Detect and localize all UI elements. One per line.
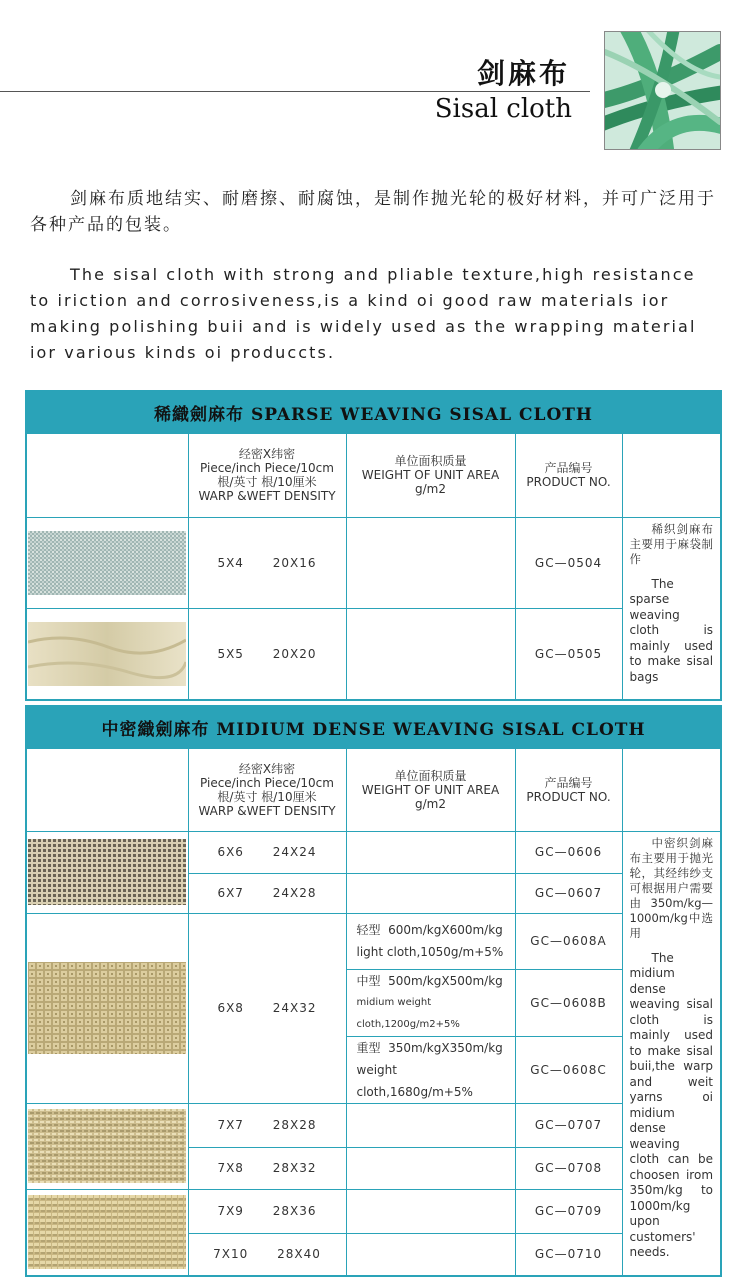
weight-value: [346, 517, 515, 609]
weight-value: [346, 831, 515, 873]
sparse-note: 稀织剑麻布主要用于麻袋制作 The sparse weaving cloth is mainly used to make sisal bags: [622, 517, 721, 700]
density-value: 5X4 20X16: [188, 517, 346, 609]
medium-weaving-table: [25, 705, 722, 1277]
product-code: GC—0708: [515, 1147, 622, 1189]
density-value: 7X9 28X36: [188, 1189, 346, 1233]
density-header: 经密X纬密 Piece/inch Piece/10cm 根/英寸 根/10厘米 WARP &WEFT DENSITY: [188, 748, 346, 831]
product-header: 产品编号 PRODUCT NO.: [515, 433, 622, 517]
fabric-swatch: [26, 1103, 188, 1189]
density-value: 7X8 28X32: [188, 1147, 346, 1189]
product-code: GC—0707: [515, 1103, 622, 1147]
intro-english: The sisal cloth with strong and pliable texture,high resistance to iriction and corrosiveness,is a kind oi good raw materials ior making polishing buii and is widely used as the wrapping material ior various kinds oi produccts.: [30, 265, 697, 362]
note-header-cell: [622, 748, 721, 831]
weight-header: 单位面积质量 WEIGHT OF UNIT AREA g/m2: [346, 433, 515, 517]
page-title-en: Sisal cloth: [434, 94, 572, 124]
weight-header: 单位面积质量 WEIGHT OF UNIT AREA g/m2: [346, 748, 515, 831]
product-code: GC—0709: [515, 1189, 622, 1233]
weight-value: [346, 1189, 515, 1233]
product-code: GC—0710: [515, 1234, 622, 1276]
fabric-swatch: [26, 1189, 188, 1275]
weight-value: [346, 1234, 515, 1276]
density-value: 5X5 20X20: [188, 609, 346, 701]
product-header: 产品编号 PRODUCT NO.: [515, 748, 622, 831]
density-value: 6X6 24X24: [188, 831, 346, 873]
sparse-table-title: 稀織劍麻布 SPARSE WEAVING SISAL CLOTH: [26, 391, 721, 433]
product-code: GC—0607: [515, 873, 622, 913]
sparse-weaving-table: [25, 390, 722, 701]
product-code: GC—0606: [515, 831, 622, 873]
fabric-swatch: [26, 609, 188, 701]
intro-chinese: 剑麻布质地结实、耐磨擦、耐腐蚀，是制作抛光轮的极好材料，并可广泛用于各种产品的包装。: [30, 189, 716, 235]
product-code: GC—0504: [515, 517, 622, 609]
page-title-cn: 剑麻布: [476, 57, 570, 90]
weight-value: [346, 873, 515, 913]
product-code: GC—0608C: [515, 1036, 622, 1103]
product-code: GC—0608B: [515, 969, 622, 1036]
medium-note: 中密织剑麻布主要用于抛光轮，其经纬纱支可根据用户需要由350m/kg—1000m/kg中选用 The midium dense weaving sisal cloth is mainly used to make sisal buii,the warp and weit yarns oi midium dense weaving cloth can be choosen irom 350m/kg to 1000m/kg upon customers' needs.: [622, 831, 721, 1276]
sisal-leaf-image: [604, 31, 721, 150]
light-grade-spec: 轻型 600m/kgX600m/kg light cloth,1050g/m+5%: [346, 913, 515, 969]
medium-table-title: 中密織劍麻布 MIDIUM DENSE WEAVING SISAL CLOTH: [26, 706, 721, 748]
fabric-swatch: [26, 517, 188, 609]
fabric-swatch: [26, 913, 188, 1103]
weight-value: [346, 1103, 515, 1147]
image-header-cell: [26, 748, 188, 831]
product-code: GC—0505: [515, 609, 622, 701]
note-header-cell: [622, 433, 721, 517]
density-value: 6X7 24X28: [188, 873, 346, 913]
weight-value: [346, 1147, 515, 1189]
density-value: 7X10 28X40: [188, 1234, 346, 1276]
density-header: 经密X纬密 Piece/inch Piece/10cm 根/英寸 根/10厘米 WARP &WEFT DENSITY: [188, 433, 346, 517]
weight-value: [346, 609, 515, 701]
product-code: GC—0608A: [515, 913, 622, 969]
density-value: 7X7 28X28: [188, 1103, 346, 1147]
fabric-swatch: [26, 831, 188, 913]
density-value: 6X8 24X32: [188, 913, 346, 1103]
heavy-grade-spec: 重型 350m/kgX350m/kg weight cloth,1680g/m+5%: [346, 1036, 515, 1103]
image-header-cell: [26, 433, 188, 517]
medium-grade-spec: 中型 500m/kgX500m/kg midium weight cloth,1200g/m2+5%: [346, 969, 515, 1036]
